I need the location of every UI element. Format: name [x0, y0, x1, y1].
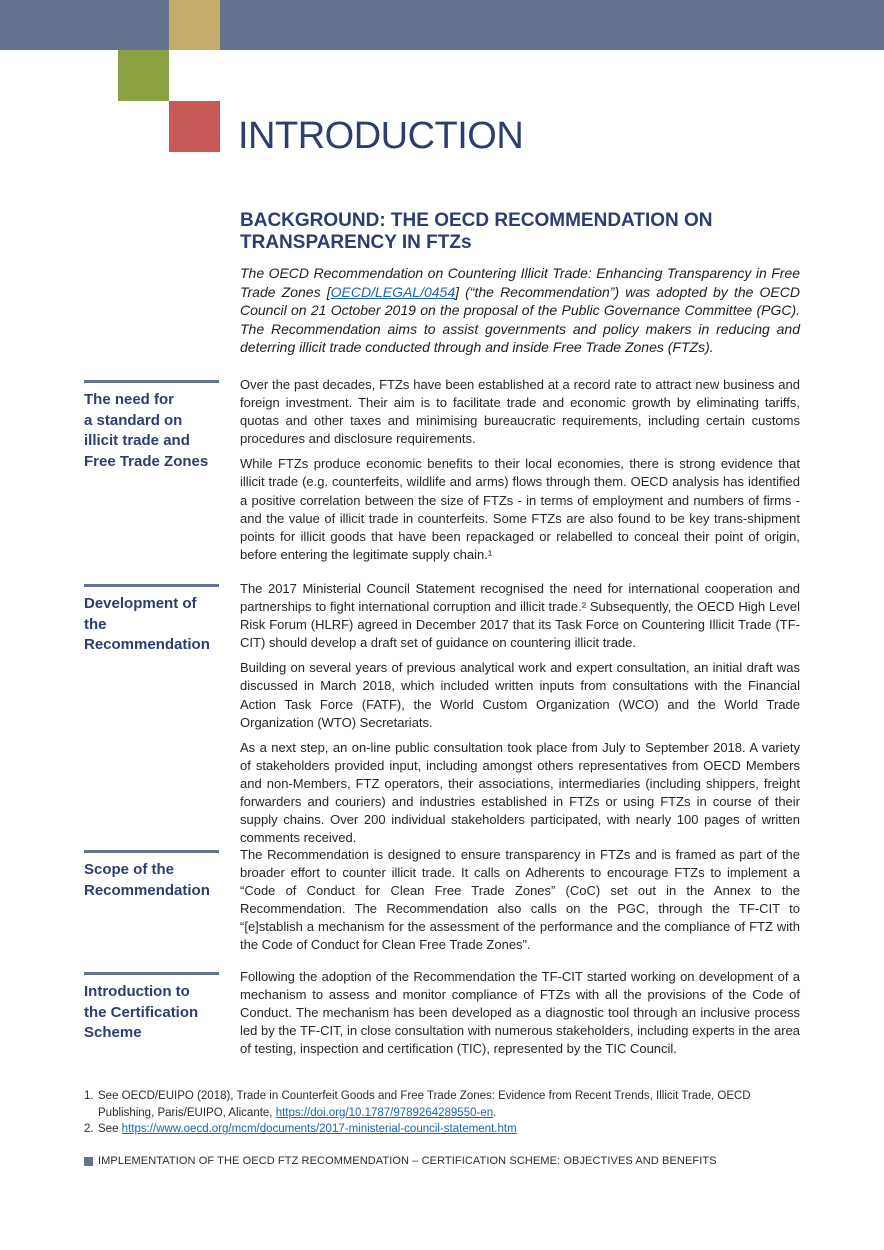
body-paragraph: The 2017 Ministerial Council Statement recognised the need for international cooperation and partnerships to fight international corruption and illicit trade.² Subsequently, the OECD High Level Risk Forum (HLRF) agreed in December 2017 that its Task Force on Countering Illicit Trade (TF-CIT) should develop a draft set of guidance on countering illicit trade. — [240, 581, 800, 651]
page-title: INTRODUCTION — [238, 115, 524, 157]
decorative-gold-square — [169, 0, 220, 50]
legal-instrument-link[interactable]: OECD/LEGAL/0454 — [330, 283, 456, 300]
footnote-number: 1. — [84, 1090, 94, 1102]
top-banner — [0, 0, 884, 50]
footnote-1 — [84, 1088, 800, 1121]
body-paragraph: Building on several years of previous analytical work and expert consultation, an initial draft was discussed in March 2018, which included written inputs from consultations with the Financial Action Task Force (FATF), the World Custom Organization (WCO) and the World Trade Organization (WTO) Secretariats. — [240, 660, 800, 730]
label-line: Scope of the — [84, 861, 175, 878]
body-paragraph: As a next step, an on-line public consultation took place from July to September 2018. A variety of stakeholders provided input, including amongst others representatives from OECD Members and non-Members, FTZ operators, their associations, intermediaries (including shippers, freight forwarders and couriers) and industries established in FTZs or using FTZs in course of their supply chains. Over 200 individual stakeholders participated, with nearly 100 pages of written comments received. — [240, 739, 800, 846]
label-line: Introduction to — [84, 983, 190, 1000]
section-body-need — [240, 376, 800, 571]
footnote-text — [98, 1121, 800, 1138]
footer-text: IMPLEMENTATION OF THE OECD FTZ RECOMMENDATION – CERTIFICATION SCHEME: OBJECTIVES AND BENEFITS — [98, 1155, 717, 1167]
footnote-number: 2. — [84, 1123, 94, 1135]
footnote-2 — [84, 1121, 800, 1138]
label-line: Development of the — [84, 595, 197, 633]
label-line: Recommendation — [84, 881, 210, 899]
section-body-certification — [240, 968, 800, 1065]
label-line: Recommendation — [84, 636, 210, 653]
section-body-development — [240, 580, 800, 854]
footnotes — [84, 1088, 800, 1138]
sidebar-label-scope — [84, 850, 219, 901]
sidebar-label-certification — [84, 972, 219, 1044]
footnote-link[interactable]: https://doi.org/10.1787/9789264289550-en — [275, 1106, 494, 1119]
intro-text-1: The OECD Recommendation on Countering Illicit Trade: Enhancing Transparency in Free Trade Zones [ — [240, 265, 800, 300]
decorative-green-square — [118, 50, 169, 101]
footnote-text — [98, 1088, 800, 1121]
sidebar-label-development — [84, 584, 219, 656]
label-line: a standard on — [84, 411, 183, 429]
body-paragraph: The Recommendation is designed to ensure transparency in FTZs and is framed as part of the broader effort to counter illicit trade. It calls on Adherents to encourage FTZs to implement a “Code of Conduct for Clean Free Trade Zones” (CoC) set out in the Annex to the Recommendation. The Recommendation also calls on the PGC, through the TF-CIT to “[e]stablish a mechanism for the assessment of the performance and the compliance of FTZ with the Code of Conduct for Clean Free Trade Zones”. — [240, 847, 800, 953]
footnote-link[interactable]: https://www.oecd.org/mcm/documents/2017-ministerial-council-statement.htm — [121, 1123, 517, 1135]
label-line: Free Trade Zones — [84, 452, 209, 470]
body-paragraph: While FTZs produce economic benefits to their local economies, there is strong evidence that illicit trade (e.g. counterfeits, wildlife and arms) flows through them. OECD analysis has identified a positive correlation between the size of FTZs - in terms of employment and numbers of firms - and the value of illicit trade in counterfeits. Some FTZs are also found to be key trans-shipment points for illicit goods that have been repackaged or relabelled to conceal their point of origin, before entering the legitimate supply chain.¹ — [240, 456, 800, 562]
footnote-tail: . — [493, 1106, 497, 1119]
sidebar-label-need — [84, 380, 219, 472]
footnote-body: See OECD/EUIPO (2018), Trade in Counterfeit Goods and Free Trade Zones: Evidence from Recent Trends, Illicit Trade, OECD Publishing, Paris/EUIPO, Alicante, — [98, 1090, 751, 1119]
section-heading: BACKGROUND: THE OECD RECOMMENDATION ON TRANSPARENCY IN FTZs — [240, 210, 713, 253]
label-line: The need for — [84, 391, 175, 408]
body-paragraph: Following the adoption of the Recommendation the TF-CIT started working on development of a mechanism to assess and monitor compliance of FTZs with all the provisions of the Code of Conduct. The mechanism has been developed as a diagnostic tool through an inclusive process led by the TF-CIT, in close consultation with numerous stakeholders, including experts in the area of testing, inspection and certification (TIC), represented by the TIC Council. — [240, 969, 800, 1057]
body-paragraph: Over the past decades, FTZs have been established at a record rate to attract new business and foreign investment. Their aim is to facilitate trade and economic growth by eliminating tariffs, quotas and other taxes and minimising bureaucratic requirements, including certain customs procedures and disclosure requirements. — [240, 377, 800, 447]
label-line: Scheme — [84, 1024, 142, 1041]
footer-square-icon — [84, 1157, 93, 1166]
label-line: illicit trade and — [84, 432, 190, 449]
page-footer — [84, 1155, 800, 1167]
decorative-red-square — [169, 101, 220, 152]
footnote-body: See — [98, 1123, 122, 1135]
intro-paragraph — [240, 264, 800, 357]
intro-text-2: ] (“the Recommendation”) was adopted by the OECD Council on 21 October 2019 on the proposal of the Public Governance Committee (PGC). The Recommendation aims to assist governments and policy makers in reducing and deterring illicit trade conducted through and inside Free Trade Zones (FTZs). — [240, 283, 800, 356]
section-body-scope — [240, 846, 800, 962]
label-line: the Certification — [84, 1003, 199, 1021]
